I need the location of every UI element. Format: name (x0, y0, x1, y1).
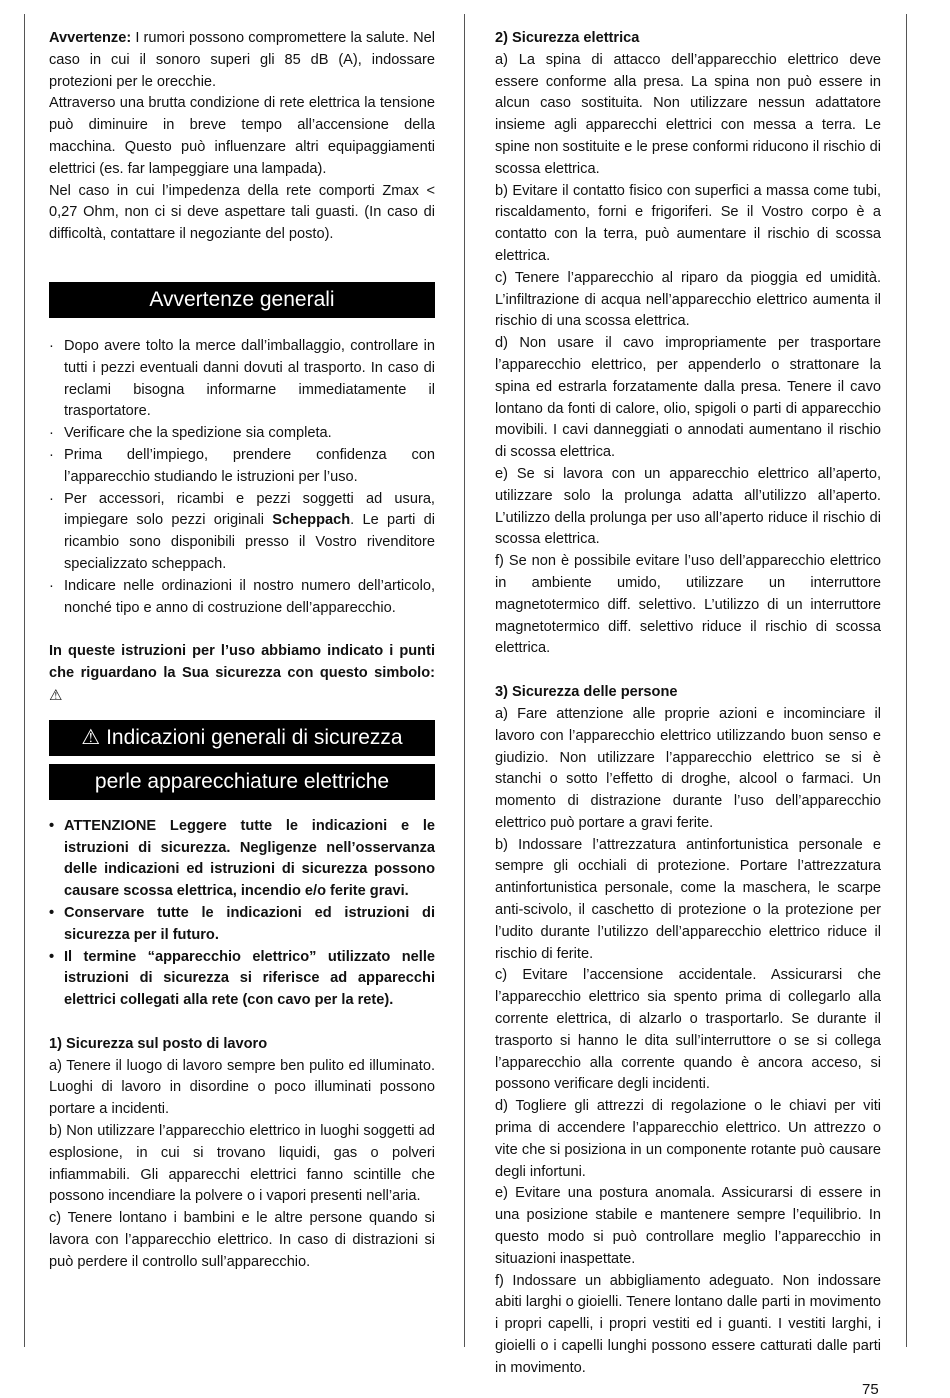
symbol-note: In queste istruzioni per l’uso abbiamo indicato i punti che riguardano la Sua sicurezza con questo simbolo: ⚠ (49, 643, 435, 704)
bullet-icon: • (49, 904, 55, 921)
right-column (495, 28, 881, 1380)
paragraph: f) Indossare un abbigliamento adeguato. Non indossare abiti larghi o gioielli. Tenere lontano dalle parti in movimento i propri capelli, i propri vestiti ed i guanti. I vestiti larghi, i gioielli o i capelli lunghi possono essere catturati dalle parti in movimento. (495, 1272, 881, 1376)
voltage-paragraph: Attraverso una brutta condizione di rete elettrica la tensione può diminuire in breve tempo all’accensione della macchina. Questo può influenzare altri equipaggiamenti elettrici (es. far lampeggiare una lampada). (49, 95, 435, 177)
noise-warning-paragraph (49, 28, 435, 93)
bullet-icon: · (49, 446, 54, 463)
list-item: · Verificare che la spedizione sia completa. (49, 423, 435, 445)
list-item: · Dopo avere tolto la merce dall’imballaggio, controllare in tutti i pezzi eventuali danni dovuti al trasporto. In caso di reclami bisogna informarne immediatamente il trasportatore. (49, 337, 435, 420)
bullet-icon: • (49, 817, 55, 834)
column-divider-rule (464, 14, 465, 1347)
page-number: 75 (862, 1381, 879, 1398)
paragraph: f) Se non è possibile evitare l’uso dell’apparecchio elettrico in ambiente umido, utilizzare un interruttore magnetotermico diff. selettivo. L’utilizzo di un interruttore magnetotermico diff. selettivo riduce il rischio di scossa elettrica. (495, 553, 881, 657)
safety-banner-line-1: ⚠ Indicazioni generali di sicurezza (49, 720, 435, 756)
list-item: · Per accessori, ricambi e pezzi soggetti ad usura, impiegare solo pezzi originali Scheppach. Le parti di ricambio sono disponibili presso il Vostro rivenditore specializzato scheppach. (49, 490, 435, 572)
warning-triangle-icon: ⚠ (49, 686, 63, 704)
left-column (49, 28, 435, 1274)
general-warnings-list (49, 336, 435, 619)
noise-warning-text: I rumori possono compromettere la salute. Nel caso in cui il sonoro superi gli 85 dB (A), indossare protezioni per le orecchie. (49, 30, 435, 90)
list-item: • Conservare tutte le indicazioni ed istruzioni di sicurezza per il futuro. (49, 904, 435, 943)
paragraph: a) La spina di attacco dell’apparecchio elettrico deve essere conforme alla presa. La spina non può essere in alcun caso sostituita. Non utilizzare nessun adattatore insieme agli apparecchi elettrici con messa a terra. Le spine non sostituite e le prese conformi riducono il rischio di scossa elettrica. (495, 51, 881, 177)
section-heading: 1) Sicurezza sul posto di lavoro (49, 1035, 268, 1052)
paragraph: d) Non usare il cavo impropriamente per trasportare l’apparecchio elettrico, per appenderlo o strattonare la spina ed estrarla forzatamente dalla presa. Tenere il cavo lontano da fonti di calore, olio, spigoli o parti di apparecchio movibili. I cavi danneggiati o annodati aumentano il rischio di scossa elettrica. (495, 335, 881, 461)
paragraph: a) Tenere il luogo di lavoro sempre ben pulito ed illuminato. Luoghi di lavoro in disordine o poco illuminati possono portare a incidenti. (49, 1057, 435, 1118)
brand-name: Scheppach (272, 512, 351, 529)
general-warnings-banner: Avvertenze generali (49, 282, 435, 318)
paragraph: a) Fare attenzione alle proprie azioni e incominciare il lavoro con l’apparecchio elettrico utilizzando buon senso e giudizio. Non utilizzare l’apparecchio elettrico se si è stanchi o sotto l’effetto di droghe, alcool o farmaci. Un momento di distrazione durante l’uso dell’apparecchio elettrico può portare a gravi ferite. (495, 705, 881, 831)
paragraph: c) Tenere lontano i bambini e le altre persone quando si lavora con l’apparecchio elettrico. In caso di distrazioni si può perdere il controllo sull’apparecchio. (49, 1210, 435, 1270)
paragraph: b) Non utilizzare l’apparecchio elettrico in luoghi soggetti ad esplosione, in cui si trovano liquidi, gas o polveri infiammabili. Gli apparecchi elettrici fanno scintille che possono incendiare la polvere o i vapori presenti nell’aria. (49, 1123, 435, 1205)
paragraph: c) Evitare l’accensione accidentale. Assicurarsi che l’apparecchio elettrico sia spento prima di collegarlo alla corrente elettrica, di alzarlo o trasportarlo. Se durante il trasporto si hanno le dita sull’interruttore o se si collega l’apparecchio alla corrente quando è ancora acceso, si possono verificare degli incidenti. (495, 967, 881, 1093)
personal-safety-section (495, 682, 881, 1380)
section-heading: 2) Sicurezza elettrica (495, 30, 640, 46)
safety-banner-line-2: perle apparecchiature elettriche (49, 764, 435, 800)
warning-triangle-icon: ⚠ (81, 725, 101, 749)
impedance-paragraph: Nel caso in cui l’impedenza della rete comporti Zmax < 0,27 Ohm, non ci si deve aspettare tali guasti. (In caso di difficoltà, contattare il negoziante del posto). (49, 182, 435, 243)
list-item: · Indicare nelle ordinazioni il nostro numero dell’articolo, nonché tipo e anno di costruzione dell’apparecchio. (49, 577, 435, 616)
bullet-icon: · (49, 577, 54, 594)
intro-section (49, 28, 435, 246)
paragraph: e) Evitare una postura anomala. Assicurarsi di essere in una posizione stabile e mantenere sempre l’equilibrio. In questo modo si può controllare meglio l’apparecchio in situazioni inaspettate. (495, 1185, 881, 1267)
paragraph: b) Indossare l’attrezzatura antinfortunistica personale e sempre gli occhiali di protezione. Portare l’attrezzatura antinfortunistica personale, come la maschera, le scarpe anti-scivolo, il caschetto di protezione o la protezione per l’udito durante l’utilizzo dell’apparecchio elettrico riduce il rischio di ferite. (495, 836, 881, 962)
paragraph: e) Se si lavora con un apparecchio elettrico all’aperto, utilizzare solo la prolunga adatta all’utilizzo all’aperto. L’utilizzo della prolunga per uso all’aperto riduce il rischio di scossa elettrica. (495, 465, 881, 548)
bullet-icon: · (49, 425, 54, 442)
paragraph: d) Togliere gli attrezzi di regolazione o le chiavi per viti prima di accendere l’apparecchio elettrico. Un attrezzo o vite che si posiziona in un componente rotante può causare degli infortuni. (495, 1098, 881, 1180)
attention-list (49, 816, 435, 1012)
bullet-icon: • (49, 948, 55, 965)
list-item: • Il termine “apparecchio elettrico” utilizzato nelle istruzioni di sicurezza si riferisce ad apparecchi elettrici collegati alla rete (con cavo per la rete). (49, 948, 435, 1009)
bullet-icon: · (49, 337, 54, 354)
paragraph: c) Tenere l’apparecchio al riparo da pioggia ed umidità. L’infiltrazione di acqua nell’apparecchio elettrico aumenta il rischio di una scossa elettrica. (495, 269, 881, 330)
list-item: · Prima dell’impiego, prendere confidenza con l’apparecchio studiando le istruzioni per l’uso. (49, 446, 435, 485)
workplace-safety-section (49, 1034, 435, 1274)
paragraph: b) Evitare il contatto fisico con superfici a massa come tubi, riscaldamento, forni e frigoriferi. Se il Vostro corpo è a contatto con la terra, può aumentare il rischio di scossa elettrica. (495, 182, 881, 264)
list-item: • ATTENZIONE Leggere tutte le indicazioni e le istruzioni di sicurezza. Negligenze nell’osservanza delle indicazioni ed istruzioni di sicurezza possono causare scossa elettrica, incendio e/o ferite gravi. (49, 817, 435, 900)
left-margin-rule (24, 14, 25, 1347)
noise-warning-label: Avvertenze: (49, 30, 132, 46)
bullet-icon: · (49, 490, 54, 507)
section-heading: 3) Sicurezza delle persone (495, 684, 678, 701)
electrical-safety-section (495, 28, 881, 660)
right-margin-rule (906, 14, 907, 1347)
